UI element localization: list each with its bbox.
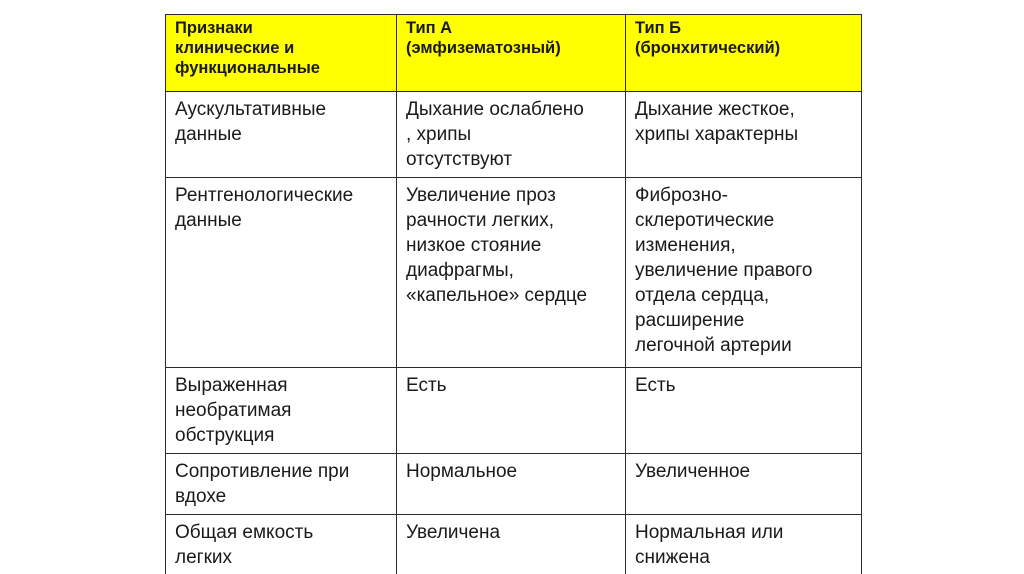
table-cell	[397, 515, 626, 574]
table-cell	[166, 92, 397, 178]
comparison-table	[165, 14, 862, 574]
header-type-b	[626, 15, 862, 92]
row-label: Аускультативные данные	[175, 99, 327, 145]
table-row-obstruction	[166, 368, 862, 454]
table-cell	[397, 178, 626, 368]
row-label: Общая емкость легких	[175, 522, 314, 568]
table-row-radiology	[166, 178, 862, 368]
cell-value-type-b: Есть	[635, 375, 676, 396]
table-header-row	[166, 15, 862, 92]
cell-value-type-a: Увеличение проз рачности легких, низкое стояние диафрагмы, «капельное» сердце	[406, 185, 588, 306]
table-cell	[166, 515, 397, 574]
table-cell	[166, 368, 397, 454]
table-cell	[397, 92, 626, 178]
row-label: Выраженная необратимая обструкция	[175, 375, 292, 446]
cell-value-type-a: Увеличена	[406, 522, 501, 543]
table-cell	[626, 92, 862, 178]
table-cell	[397, 454, 626, 515]
row-label: Сопротивление при вдохе	[175, 461, 350, 507]
table-cell	[166, 178, 397, 368]
table-cell	[397, 368, 626, 454]
table-row-lung-capacity	[166, 515, 862, 574]
header-signs-label: Признаки клинические и функциональные	[175, 19, 320, 77]
table-cell	[626, 178, 862, 368]
table-row-resistance	[166, 454, 862, 515]
header-signs	[166, 15, 397, 92]
header-type-a	[397, 15, 626, 92]
table-cell	[166, 454, 397, 515]
header-type-b-label: Тип Б (бронхитический)	[635, 19, 781, 57]
cell-value-type-b: Нормальная или снижена	[635, 522, 784, 568]
table-row-auscultation	[166, 92, 862, 178]
cell-value-type-a: Есть	[406, 375, 447, 396]
cell-value-type-a: Нормальное	[406, 461, 518, 482]
cell-value-type-a: Дыхание ослаблено , хрипы отсутствуют	[406, 99, 584, 170]
cell-value-type-b: Фиброзно- склеротические изменения, увеличение правого отдела сердца, расширение легочной артерии	[635, 185, 813, 356]
header-type-a-label: Тип А (эмфизематозный)	[406, 19, 561, 57]
table-cell	[626, 515, 862, 574]
cell-value-type-b: Увеличенное	[635, 461, 751, 482]
row-label: Рентгенологические данные	[175, 185, 354, 231]
comparison-table-container	[165, 14, 861, 574]
table-cell	[626, 368, 862, 454]
table-cell	[626, 454, 862, 515]
cell-value-type-b: Дыхание жесткое, хрипы характерны	[635, 99, 799, 145]
